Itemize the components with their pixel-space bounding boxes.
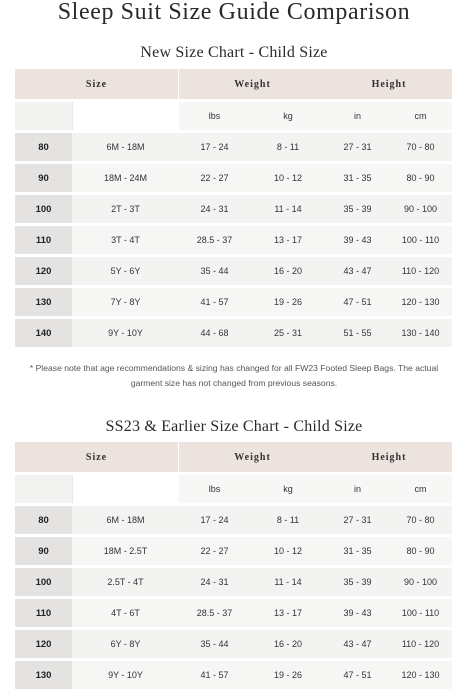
cm-cell: 120 - 130 [389, 661, 452, 689]
lbs-unit-label: lbs [179, 475, 250, 503]
table-row [15, 599, 452, 627]
age-cell: 2.5T - 4T [72, 568, 179, 596]
in-cell: 27 - 31 [326, 133, 389, 161]
lbs-cell: 28.5 - 37 [179, 226, 250, 254]
lbs-cell: 35 - 44 [179, 257, 250, 285]
kg-cell: 11 - 14 [250, 195, 326, 223]
sizing-change-note: * Please note that age recommendations & sizing has changed for all FW23 Footed Sleep Bags. The actual garment size has not changed from previous seasons. [29, 363, 439, 388]
in-cell: 43 - 47 [326, 257, 389, 285]
size-cell: 140 [15, 319, 72, 347]
new-size-chart-table [15, 66, 452, 350]
size-cell: 90 [15, 537, 72, 565]
kg-cell: 10 - 12 [250, 537, 326, 565]
kg-cell: 8 - 11 [250, 506, 326, 534]
cm-unit-label: cm [389, 102, 452, 130]
size-cell: 120 [15, 257, 72, 285]
table-row [15, 164, 452, 192]
kg-cell: 16 - 20 [250, 257, 326, 285]
size-cell: 130 [15, 288, 72, 316]
table-row [15, 133, 452, 161]
table-row [15, 226, 452, 254]
age-cell: 3T - 4T [72, 226, 179, 254]
kg-unit-label: kg [250, 475, 326, 503]
kg-cell: 11 - 14 [250, 568, 326, 596]
cm-cell: 120 - 130 [389, 288, 452, 316]
size-cell: 110 [15, 599, 72, 627]
lbs-cell: 22 - 27 [179, 164, 250, 192]
cm-cell: 110 - 120 [389, 630, 452, 658]
lbs-cell: 24 - 31 [179, 195, 250, 223]
cm-cell: 100 - 110 [389, 599, 452, 627]
in-cell: 35 - 39 [326, 568, 389, 596]
age-cell: 9Y - 10Y [72, 661, 179, 689]
table-row [15, 537, 452, 565]
age-cell: 6M - 18M [72, 133, 179, 161]
age-cell: 7Y - 8Y [72, 288, 179, 316]
kg-cell: 13 - 17 [250, 226, 326, 254]
in-cell: 43 - 47 [326, 630, 389, 658]
in-cell: 47 - 51 [326, 661, 389, 689]
kg-cell: 19 - 26 [250, 288, 326, 316]
size-cell: 130 [15, 661, 72, 689]
in-cell: 39 - 43 [326, 226, 389, 254]
table-row [15, 319, 452, 347]
weight-column-header: Weight [179, 69, 326, 99]
size-cell: 120 [15, 630, 72, 658]
kg-cell: 19 - 26 [250, 661, 326, 689]
size-cell: 90 [15, 164, 72, 192]
page-title: Sleep Suit Size Guide Comparison [57, 0, 411, 25]
lbs-cell: 17 - 24 [179, 506, 250, 534]
size-column-header: Size [15, 442, 179, 472]
cm-cell: 70 - 80 [389, 133, 452, 161]
height-column-header: Height [326, 442, 452, 472]
cm-cell: 90 - 100 [389, 568, 452, 596]
table-header-row [15, 69, 452, 99]
size-column-header: Size [15, 69, 179, 99]
lbs-cell: 22 - 27 [179, 537, 250, 565]
table-row [15, 195, 452, 223]
age-cell: 6Y - 8Y [72, 630, 179, 658]
cm-cell: 110 - 120 [389, 257, 452, 285]
cm-cell: 130 - 140 [389, 319, 452, 347]
table-row [15, 506, 452, 534]
age-cell: 18M - 24M [72, 164, 179, 192]
table-row [15, 661, 452, 689]
age-cell: 18M - 2.5T [72, 537, 179, 565]
kg-cell: 8 - 11 [250, 133, 326, 161]
height-column-header: Height [326, 69, 452, 99]
lbs-cell: 44 - 68 [179, 319, 250, 347]
in-cell: 39 - 43 [326, 599, 389, 627]
lbs-cell: 28.5 - 37 [179, 599, 250, 627]
kg-cell: 10 - 12 [250, 164, 326, 192]
cm-cell: 80 - 90 [389, 164, 452, 192]
in-cell: 51 - 55 [326, 319, 389, 347]
cm-unit-label: cm [389, 475, 452, 503]
age-cell: 2T - 3T [72, 195, 179, 223]
table-row [15, 568, 452, 596]
table-row [15, 288, 452, 316]
unit-subheader-row [15, 102, 452, 130]
in-cell: 35 - 39 [326, 195, 389, 223]
kg-cell: 16 - 20 [250, 630, 326, 658]
size-cell: 80 [15, 133, 72, 161]
unit-subheader-row [15, 475, 452, 503]
blank-cell [72, 102, 179, 130]
age-cell: 9Y - 10Y [72, 319, 179, 347]
lbs-cell: 41 - 57 [179, 288, 250, 316]
table-row [15, 630, 452, 658]
earlier-size-chart-table [15, 439, 452, 692]
in-cell: 47 - 51 [326, 288, 389, 316]
in-cell: 31 - 35 [326, 164, 389, 192]
lbs-unit-label: lbs [179, 102, 250, 130]
table-row [15, 257, 452, 285]
blank-cell [15, 475, 72, 503]
size-cell: 80 [15, 506, 72, 534]
cm-cell: 70 - 80 [389, 506, 452, 534]
table-header-row [15, 442, 452, 472]
age-cell: 5Y - 6Y [72, 257, 179, 285]
lbs-cell: 35 - 44 [179, 630, 250, 658]
blank-cell [15, 102, 72, 130]
kg-cell: 25 - 31 [250, 319, 326, 347]
kg-unit-label: kg [250, 102, 326, 130]
size-cell: 100 [15, 568, 72, 596]
lbs-cell: 24 - 31 [179, 568, 250, 596]
in-cell: 31 - 35 [326, 537, 389, 565]
blank-cell [72, 475, 179, 503]
age-cell: 4T - 6T [72, 599, 179, 627]
lbs-cell: 41 - 57 [179, 661, 250, 689]
lbs-cell: 17 - 24 [179, 133, 250, 161]
cm-cell: 90 - 100 [389, 195, 452, 223]
earlier-size-chart-title: SS23 & Earlier Size Chart - Child Size [105, 418, 363, 435]
age-cell: 6M - 18M [72, 506, 179, 534]
new-size-chart-title: New Size Chart - Child Size [140, 44, 328, 61]
size-cell: 110 [15, 226, 72, 254]
cm-cell: 100 - 110 [389, 226, 452, 254]
size-cell: 100 [15, 195, 72, 223]
weight-column-header: Weight [179, 442, 326, 472]
in-unit-label: in [326, 102, 389, 130]
in-cell: 27 - 31 [326, 506, 389, 534]
kg-cell: 13 - 17 [250, 599, 326, 627]
in-unit-label: in [326, 475, 389, 503]
cm-cell: 80 - 90 [389, 537, 452, 565]
